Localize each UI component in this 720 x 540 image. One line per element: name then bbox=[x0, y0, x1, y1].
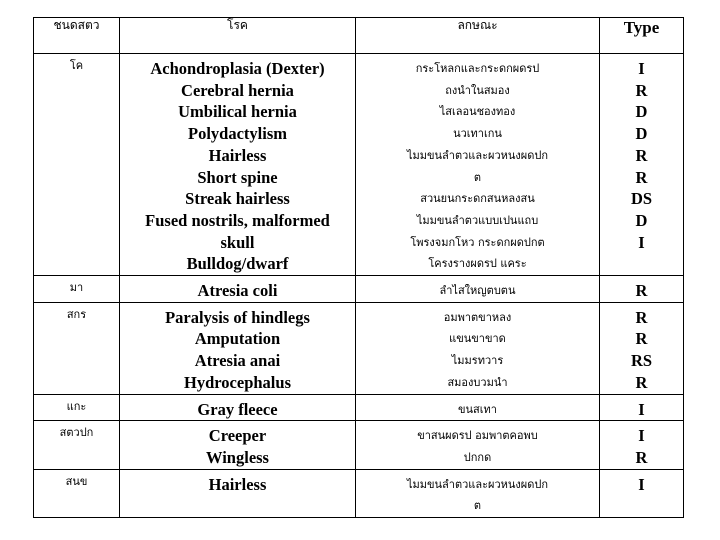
sign-text: สวนยนกระดกสนหลงสน bbox=[420, 192, 535, 206]
type-code: R bbox=[635, 372, 648, 392]
disease-name: skull bbox=[220, 232, 255, 252]
table-row bbox=[34, 302, 684, 394]
sign-text: กระโหลกและกระดกผดรป bbox=[415, 62, 540, 75]
type-cell bbox=[600, 469, 684, 517]
disease-name: Streak hairless bbox=[185, 189, 290, 209]
sign-text: ลำไสใหญตบตน bbox=[439, 284, 516, 298]
sign-text: แขนขาขาด bbox=[449, 332, 506, 346]
disease-name: Creeper bbox=[208, 426, 267, 446]
type-code: R bbox=[635, 145, 648, 165]
table-row bbox=[34, 394, 684, 421]
animal-cell: สกร bbox=[34, 302, 120, 394]
sign-cell bbox=[356, 54, 600, 276]
disease-name: Cerebral hernia bbox=[181, 80, 294, 100]
table-row bbox=[34, 276, 684, 303]
animal-cell: โค bbox=[34, 54, 120, 276]
disease-name: Umbilical hernia bbox=[178, 102, 297, 122]
sign-text: นวเทาเกน bbox=[453, 127, 502, 141]
type-code: R bbox=[635, 80, 648, 100]
disease-name: Paralysis of hindlegs bbox=[165, 307, 310, 327]
type-code: DS bbox=[630, 189, 653, 209]
disease-cell bbox=[120, 469, 356, 517]
sign-text: ไมมขนลำตวและผวหนงผดปก bbox=[406, 148, 549, 162]
type-cell bbox=[600, 302, 684, 394]
type-code: R bbox=[635, 281, 648, 301]
type-code: I bbox=[638, 399, 645, 419]
table-body bbox=[34, 54, 684, 518]
sign-text: โครงรางผดรป แคระ bbox=[428, 257, 527, 271]
disease-name: Wingless bbox=[206, 447, 269, 467]
type-code: I bbox=[638, 59, 645, 78]
sign-cell bbox=[356, 469, 600, 517]
animal-cell: สนข bbox=[34, 469, 120, 517]
animal-cell: สตวปก bbox=[34, 421, 120, 469]
type-code: D bbox=[635, 124, 648, 144]
sign-cell bbox=[356, 421, 600, 469]
type-code: I bbox=[638, 426, 645, 446]
disease-name: Atresia anai bbox=[194, 351, 281, 371]
disease-name: Bulldog/dwarf bbox=[186, 254, 289, 274]
disease-name: Hydrocephalus bbox=[184, 372, 291, 392]
type-code: D bbox=[635, 102, 648, 122]
type-code: R bbox=[635, 447, 648, 467]
disease-cell bbox=[120, 276, 356, 303]
type-code: R bbox=[635, 167, 648, 187]
type-code: D bbox=[635, 210, 648, 230]
header-sign: ลกษณะ bbox=[356, 18, 600, 54]
disease-cell bbox=[120, 421, 356, 469]
disease-name: Amputation bbox=[194, 329, 281, 349]
type-cell bbox=[600, 276, 684, 303]
sign-cell bbox=[356, 276, 600, 303]
sign-text: ขาสนผดรป อมพาตคอพบ bbox=[417, 429, 538, 443]
type-code: I bbox=[638, 232, 645, 252]
sign-text: ปกกด bbox=[463, 450, 492, 464]
sign-text: ไมมขนลำตวแบบเปนแถบ bbox=[416, 213, 539, 227]
genetic-disease-table bbox=[33, 17, 684, 518]
sign-text: ไมมขนลำตวและผวหนงผดปก bbox=[406, 477, 549, 491]
disease-name: Hairless bbox=[208, 474, 267, 494]
disease-name: Fused nostrils, malformed bbox=[145, 210, 330, 230]
header-animal: ชนดสตว bbox=[34, 18, 120, 54]
disease-name: Hairless bbox=[208, 145, 267, 165]
sign-text: ขนสเทา bbox=[458, 402, 497, 416]
sign-text: ต bbox=[473, 170, 482, 184]
sign-text: ถงนำในสมอง bbox=[445, 83, 510, 97]
table-row bbox=[34, 54, 684, 276]
type-cell bbox=[600, 421, 684, 469]
animal-cell: แกะ bbox=[34, 394, 120, 421]
disease-name: Polydactylism bbox=[188, 124, 287, 144]
disease-name: Gray fleece bbox=[197, 399, 278, 419]
disease-cell bbox=[120, 54, 356, 276]
sign-text: ไมมรทวาร bbox=[451, 354, 504, 368]
sign-text: สมองบวมนำ bbox=[447, 375, 508, 389]
type-code: RS bbox=[630, 351, 653, 371]
table-row bbox=[34, 469, 684, 517]
disease-name: Achondroplasia (Dexter) bbox=[150, 59, 325, 78]
header-disease: โรค bbox=[120, 18, 356, 54]
animal-cell: มา bbox=[34, 276, 120, 303]
sign-cell bbox=[356, 394, 600, 421]
disease-cell bbox=[120, 394, 356, 421]
sign-cell bbox=[356, 302, 600, 394]
type-code: R bbox=[635, 329, 648, 349]
sign-text: ต bbox=[473, 499, 482, 513]
header-type: Type bbox=[600, 18, 684, 54]
type-cell bbox=[600, 54, 684, 276]
table-row bbox=[34, 421, 684, 469]
type-code: I bbox=[638, 474, 645, 494]
header-row bbox=[34, 18, 684, 54]
sign-text: ไสเลอนชองทอง bbox=[439, 105, 516, 119]
sign-text: อมพาตขาหลง bbox=[443, 310, 512, 324]
disease-cell bbox=[120, 302, 356, 394]
sign-text: โพรงจมกโหว กระดกผดปกต bbox=[410, 235, 545, 249]
disease-name: Short spine bbox=[197, 167, 278, 187]
disease-name: Atresia coli bbox=[197, 281, 278, 301]
type-cell bbox=[600, 394, 684, 421]
type-code: R bbox=[635, 307, 648, 327]
